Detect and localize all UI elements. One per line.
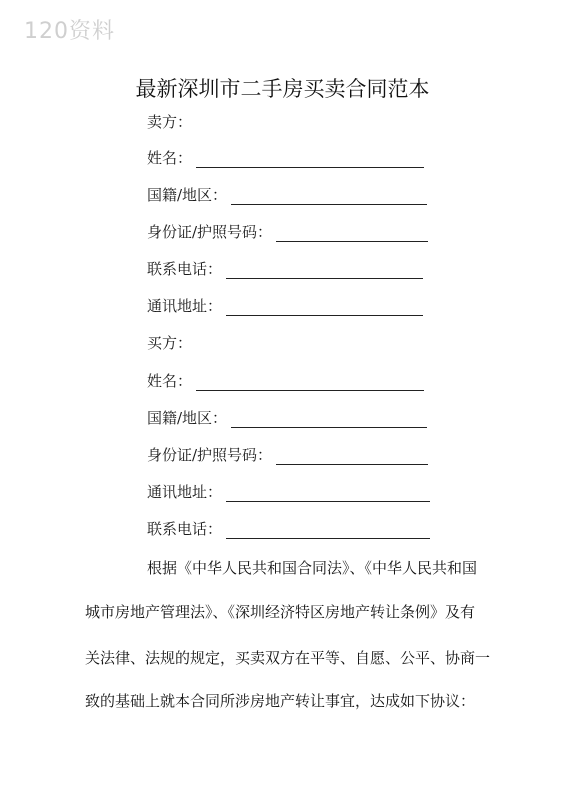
seller-nationality-row: [147, 184, 427, 205]
preamble-line-3: 关法律、法规的规定，买卖双方在平等、自愿、公平、协商一: [85, 649, 491, 667]
buyer-nationality-field[interactable]: [231, 413, 427, 428]
seller-phone-field[interactable]: [226, 264, 423, 279]
seller-heading-label: 卖方：: [147, 113, 193, 131]
preamble-line-2: 城市房地产管理法》、《深圳经济特区房地产转让条例》及有: [85, 603, 476, 621]
buyer-name-row: [147, 370, 424, 391]
buyer-nationality-row: [147, 407, 427, 428]
buyer-id-field[interactable]: [276, 450, 428, 465]
preamble-line-1: 根据《中华人民共和国合同法》、《中华人民共和国: [147, 559, 478, 577]
seller-id-field[interactable]: [276, 227, 428, 242]
seller-nationality-label: 国籍/地区：: [147, 186, 228, 204]
seller-id-label: 身份证/护照号码：: [147, 223, 273, 241]
seller-address-row: [147, 295, 423, 316]
seller-phone-label: 联系电话：: [147, 260, 223, 278]
seller-phone-row: [147, 258, 423, 279]
seller-heading: [147, 111, 192, 132]
buyer-id-row: [147, 444, 428, 465]
buyer-address-row: [147, 481, 430, 502]
buyer-heading-label: 买方：: [147, 334, 193, 352]
buyer-address-label: 通讯地址：: [147, 483, 223, 501]
seller-name-field[interactable]: [196, 153, 424, 168]
seller-id-row: [147, 221, 428, 242]
buyer-nationality-label: 国籍/地区：: [147, 409, 228, 427]
document-title: 最新深圳市二手房买卖合同范本: [135, 77, 430, 101]
preamble-line-4: 致的基础上就本合同所涉房地产转让事宜，达成如下协议：: [85, 692, 476, 710]
seller-name-label: 姓名：: [147, 149, 193, 167]
seller-address-label: 通讯地址：: [147, 297, 223, 315]
buyer-heading: [147, 332, 192, 353]
seller-address-field[interactable]: [226, 301, 423, 316]
seller-nationality-field[interactable]: [231, 190, 427, 205]
buyer-name-field[interactable]: [196, 376, 424, 391]
watermark: 120资料: [24, 19, 115, 44]
buyer-phone-row: [147, 518, 430, 539]
seller-name-row: [147, 147, 424, 168]
buyer-id-label: 身份证/护照号码：: [147, 446, 273, 464]
buyer-name-label: 姓名：: [147, 372, 193, 390]
buyer-phone-field[interactable]: [226, 524, 430, 539]
buyer-address-field[interactable]: [226, 487, 430, 502]
buyer-phone-label: 联系电话：: [147, 520, 223, 538]
